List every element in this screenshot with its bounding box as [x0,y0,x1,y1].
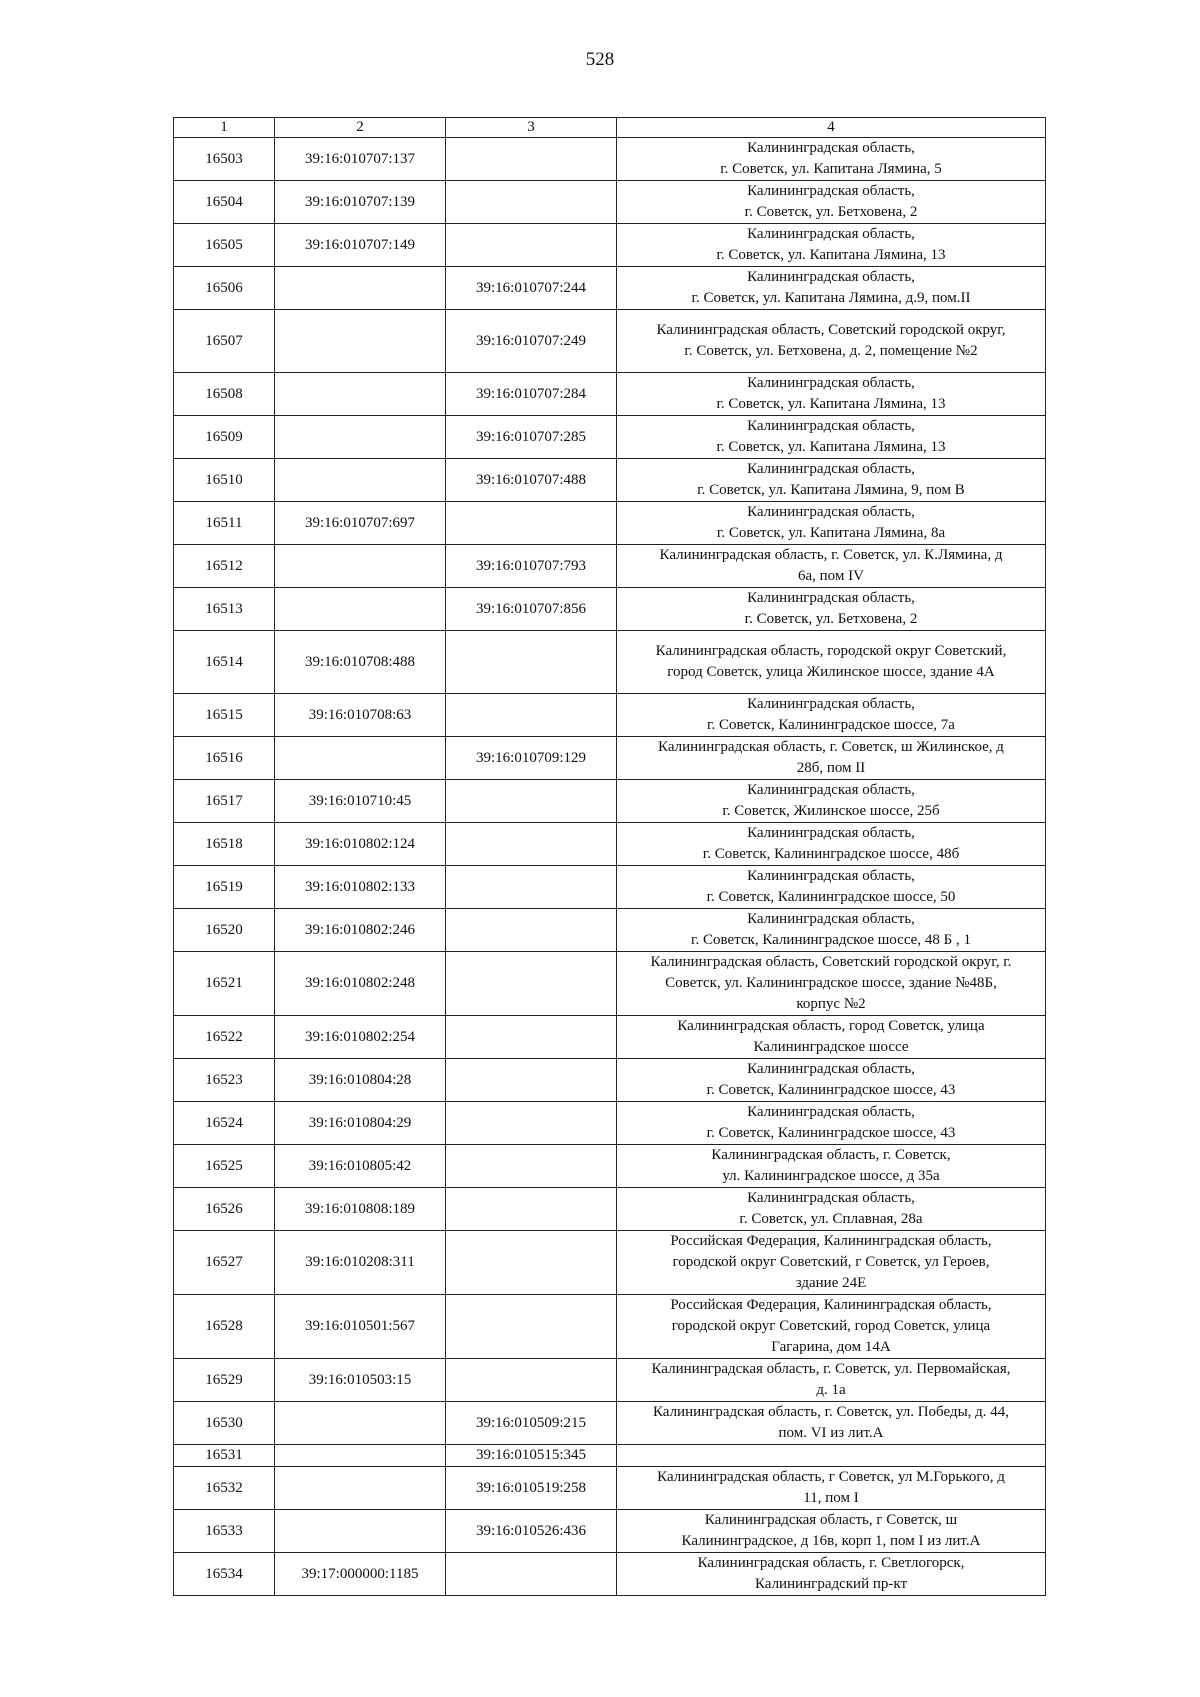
table-row [174,1016,1046,1059]
cadastral-register-table [173,117,1046,1596]
table-row [174,1445,1046,1467]
building-cadastral-number-cell: 39:16:010707:488 [446,459,617,502]
land-cadastral-number-cell: 39:16:010804:28 [275,1059,446,1102]
land-cadastral-number-cell [275,1510,446,1553]
address-cell [617,631,1046,694]
address-line: Калининградская область, г Советск, ул М.Горького, д [657,1469,1005,1485]
row-number-cell: 16524 [174,1102,275,1145]
table-row [174,694,1046,737]
address-cell [617,1188,1046,1231]
address-line: Калининградская область, [747,868,915,884]
address-line: Калининградская область, [747,269,915,285]
building-cadastral-number-cell: 39:16:010709:129 [446,737,617,780]
address-cell [617,1059,1046,1102]
building-cadastral-number-cell [446,866,617,909]
address-cell [617,909,1046,952]
table-row [174,416,1046,459]
table-row [174,502,1046,545]
row-number-cell: 16530 [174,1402,275,1445]
address-cell [617,1445,1046,1467]
table-row [174,1553,1046,1596]
land-cadastral-number-cell: 39:16:010802:246 [275,909,446,952]
address-line: д. 1а [816,1382,846,1398]
table-row [174,224,1046,267]
address-line: Калининградская область, [747,1104,915,1120]
land-cadastral-number-cell [275,1402,446,1445]
address-line: г. Советск, Калининградское шоссе, 43 [706,1125,956,1141]
address-line: Калининградская область, [747,782,915,798]
address-cell [617,138,1046,181]
address-line: г. Советск, ул. Капитана Лямина, 13 [716,247,946,263]
building-cadastral-number-cell [446,909,617,952]
land-cadastral-number-cell [275,459,446,502]
address-line: Калининградская область, [747,461,915,477]
table-row [174,866,1046,909]
row-number-cell: 16526 [174,1188,275,1231]
land-cadastral-number-cell: 39:16:010802:254 [275,1016,446,1059]
table-row [174,1102,1046,1145]
land-cadastral-number-cell: 39:16:010501:567 [275,1295,446,1359]
address-line: Калининградская область, [747,590,915,606]
address-line: Калининградская область, г. Светлогорск, [697,1555,965,1571]
building-cadastral-number-cell [446,823,617,866]
row-number-cell: 16508 [174,373,275,416]
land-cadastral-number-cell [275,416,446,459]
building-cadastral-number-cell: 39:16:010707:284 [446,373,617,416]
row-number-cell: 16513 [174,588,275,631]
building-cadastral-number-cell: 39:16:010707:249 [446,310,617,373]
address-line: Калининградская область, [747,696,915,712]
address-cell [617,416,1046,459]
table-row [174,1188,1046,1231]
address-cell [617,1359,1046,1402]
address-line: Калининградская область, г. Советск, ул. К.Лямина, д [659,547,1003,563]
address-line: г. Советск, ул. Капитана Лямина, 9, пом В [697,482,965,498]
address-line: Калининградская область, [747,1061,915,1077]
row-number-cell: 16507 [174,310,275,373]
table-row [174,588,1046,631]
land-cadastral-number-cell [275,373,446,416]
address-line: г. Советск, Калининградское шоссе, 50 [706,889,956,905]
address-line: Калининградское шоссе [753,1039,909,1055]
address-cell [617,1016,1046,1059]
address-cell [617,952,1046,1016]
table-row [174,310,1046,373]
address-line: г. Советск, ул. Капитана Лямина, 8а [716,525,946,541]
address-line: г. Советск, Калининградское шоссе, 43 [706,1082,956,1098]
address-line: пом. VI из лит.А [778,1425,884,1441]
address-line: Калининградское, д 16в, корп 1, пом I из лит.А [681,1533,981,1549]
land-cadastral-number-cell [275,545,446,588]
address-cell [617,1553,1046,1596]
page-number: 528 [585,49,615,70]
row-number-cell: 16520 [174,909,275,952]
table-row [174,267,1046,310]
address-line: Калининградская область, городской округ Советский, [655,643,1007,659]
land-cadastral-number-cell [275,267,446,310]
row-number-cell: 16516 [174,737,275,780]
land-cadastral-number-cell [275,588,446,631]
row-number-cell: 16533 [174,1510,275,1553]
row-number-cell: 16528 [174,1295,275,1359]
building-cadastral-number-cell: 39:16:010519:258 [446,1467,617,1510]
row-number-cell: 16506 [174,267,275,310]
row-number-cell: 16534 [174,1553,275,1596]
address-line: Калининградская область, г Советск, ш [704,1512,958,1528]
address-line: г. Советск, ул. Капитана Лямина, 13 [716,439,946,455]
address-line: Гагарина, дом 14А [771,1339,891,1355]
address-line: Калининградская область, [747,911,915,927]
address-line: г. Советск, Калининградское шоссе, 7а [707,717,955,733]
land-cadastral-number-cell: 39:16:010804:29 [275,1102,446,1145]
address-cell [617,588,1046,631]
table-row [174,1402,1046,1445]
table-row [174,909,1046,952]
address-cell [617,694,1046,737]
address-line: Калининградская область, [747,226,915,242]
address-cell [617,866,1046,909]
address-line: г. Советск, Калининградское шоссе, 48б [702,846,960,862]
address-cell [617,224,1046,267]
land-cadastral-number-cell: 39:17:000000:1185 [275,1553,446,1596]
address-cell [617,1102,1046,1145]
table-row [174,1510,1046,1553]
building-cadastral-number-cell [446,1145,617,1188]
address-cell [617,1145,1046,1188]
address-line: г. Советск, ул. Сплавная, 28а [739,1211,923,1227]
row-number-cell: 16531 [174,1445,275,1467]
address-line: Калининградская область, [747,140,915,156]
row-number-cell: 16527 [174,1231,275,1295]
table-header-row [174,118,1046,138]
row-number-cell: 16504 [174,181,275,224]
address-line: Калининградская область, г. Советск, ш Жилинское, д [658,739,1004,755]
building-cadastral-number-cell [446,1059,617,1102]
address-cell [617,1231,1046,1295]
table-row [174,373,1046,416]
address-line: Калининградская область, [747,183,915,199]
address-line: Калининградская область, [747,375,915,391]
land-cadastral-number-cell: 39:16:010208:311 [275,1231,446,1295]
address-line: г. Советск, ул. Капитана Лямина, 13 [716,396,946,412]
address-line: 6а, пом IV [798,568,864,584]
row-number-cell: 16512 [174,545,275,588]
address-line: Калининградская область, [747,418,915,434]
table-row [174,1145,1046,1188]
land-cadastral-number-cell [275,737,446,780]
table-row [174,952,1046,1016]
address-line: Калининградская область, город Советск, улица [677,1018,985,1034]
land-cadastral-number-cell: 39:16:010707:149 [275,224,446,267]
building-cadastral-number-cell [446,1102,617,1145]
address-line: г. Советск, Калининградское шоссе, 48 Б , 1 [691,932,971,948]
address-cell [617,373,1046,416]
table-row [174,737,1046,780]
row-number-cell: 16523 [174,1059,275,1102]
building-cadastral-number-cell: 39:16:010515:345 [446,1445,617,1467]
address-line: Российская Федерация, Калининградская область, [670,1297,992,1313]
address-line: город Советск, улица Жилинское шоссе, здание 4А [667,664,995,680]
land-cadastral-number-cell: 39:16:010503:15 [275,1359,446,1402]
building-cadastral-number-cell [446,181,617,224]
building-cadastral-number-cell [446,1188,617,1231]
address-line: городской округ Советский, город Советск, улица [671,1318,991,1334]
table-row [174,181,1046,224]
row-number-cell: 16525 [174,1145,275,1188]
address-cell [617,459,1046,502]
address-line: здание 24Е [795,1275,867,1291]
address-line: Калининградская область, [747,825,915,841]
land-cadastral-number-cell: 39:16:010802:124 [275,823,446,866]
building-cadastral-number-cell [446,1295,617,1359]
land-cadastral-number-cell: 39:16:010707:137 [275,138,446,181]
address-line: г. Советск, Жилинское шоссе, 25б [722,803,940,819]
land-cadastral-number-cell: 39:16:010707:697 [275,502,446,545]
row-number-cell: 16518 [174,823,275,866]
land-cadastral-number-cell: 39:16:010805:42 [275,1145,446,1188]
address-cell [617,780,1046,823]
address-cell [617,1295,1046,1359]
address-line: Калининградский пр-кт [754,1576,908,1592]
row-number-cell: 16522 [174,1016,275,1059]
table-row [174,1059,1046,1102]
row-number-cell: 16521 [174,952,275,1016]
building-cadastral-number-cell: 39:16:010707:285 [446,416,617,459]
land-cadastral-number-cell: 39:16:010802:248 [275,952,446,1016]
building-cadastral-number-cell: 39:16:010707:856 [446,588,617,631]
table-row [174,1359,1046,1402]
address-line: Калининградская область, г. Советск, [711,1147,951,1163]
address-cell [617,310,1046,373]
table-row [174,1231,1046,1295]
address-line: Советск, ул. Калининградское шоссе, здание №48Б, [665,975,997,991]
address-cell [617,181,1046,224]
row-number-cell: 16517 [174,780,275,823]
header-col-3: 3 [446,118,617,138]
row-number-cell: 16529 [174,1359,275,1402]
land-cadastral-number-cell: 39:16:010708:488 [275,631,446,694]
address-line: г. Советск, ул. Бетховена, 2 [744,204,918,220]
row-number-cell: 16511 [174,502,275,545]
building-cadastral-number-cell [446,631,617,694]
building-cadastral-number-cell: 39:16:010526:436 [446,1510,617,1553]
table-row [174,459,1046,502]
address-line: Калининградская область, г. Советск, ул. Победы, д. 44, [652,1404,1010,1420]
row-number-cell: 16532 [174,1467,275,1510]
row-number-cell: 16503 [174,138,275,181]
land-cadastral-number-cell [275,1467,446,1510]
address-line: Калининградская область, [747,504,915,520]
building-cadastral-number-cell: 39:16:010707:244 [446,267,617,310]
address-cell [617,502,1046,545]
building-cadastral-number-cell [446,502,617,545]
header-col-4: 4 [617,118,1046,138]
table-row [174,780,1046,823]
land-cadastral-number-cell: 39:16:010707:139 [275,181,446,224]
address-line: 28б, пом II [796,760,866,776]
table-row [174,823,1046,866]
row-number-cell: 16510 [174,459,275,502]
land-cadastral-number-cell [275,310,446,373]
building-cadastral-number-cell [446,952,617,1016]
address-line: г. Советск, ул. Бетховена, 2 [744,611,918,627]
address-line: Калининградская область, Советский городской округ, [656,322,1006,338]
table-row [174,545,1046,588]
address-line: городской округ Советский, г Советск, ул Героев, [672,1254,990,1270]
land-cadastral-number-cell: 39:16:010808:189 [275,1188,446,1231]
address-line: г. Советск, ул. Капитана Лямина, д.9, пом.II [691,290,971,306]
address-line: Калининградская область, г. Советск, ул. Первомайская, [651,1361,1011,1377]
table-row [174,631,1046,694]
address-line: Российская Федерация, Калининградская область, [670,1233,992,1249]
address-line: корпус №2 [796,996,866,1012]
land-cadastral-number-cell [275,1445,446,1467]
table-row [174,1295,1046,1359]
address-line: ул. Калининградское шоссе, д 35а [722,1168,940,1184]
header-col-1: 1 [174,118,275,138]
address-cell [617,823,1046,866]
building-cadastral-number-cell [446,224,617,267]
building-cadastral-number-cell [446,694,617,737]
row-number-cell: 16515 [174,694,275,737]
building-cadastral-number-cell [446,780,617,823]
land-cadastral-number-cell: 39:16:010708:63 [275,694,446,737]
address-line: 11, пом I [803,1490,859,1506]
address-line: г. Советск, ул. Капитана Лямина, 5 [720,161,942,177]
address-line: г. Советск, ул. Бетховена, д. 2, помещение №2 [684,343,978,359]
address-cell [617,737,1046,780]
address-cell [617,267,1046,310]
address-cell [617,545,1046,588]
table-row [174,138,1046,181]
address-line: Калининградская область, Советский городской округ, г. [650,954,1012,970]
address-line: Калининградская область, [747,1190,915,1206]
building-cadastral-number-cell [446,1553,617,1596]
building-cadastral-number-cell: 39:16:010707:793 [446,545,617,588]
row-number-cell: 16505 [174,224,275,267]
building-cadastral-number-cell [446,1016,617,1059]
building-cadastral-number-cell [446,1231,617,1295]
row-number-cell: 16509 [174,416,275,459]
address-cell [617,1402,1046,1445]
address-cell [617,1467,1046,1510]
building-cadastral-number-cell: 39:16:010509:215 [446,1402,617,1445]
land-cadastral-number-cell: 39:16:010802:133 [275,866,446,909]
row-number-cell: 16514 [174,631,275,694]
table-row [174,1467,1046,1510]
land-cadastral-number-cell: 39:16:010710:45 [275,780,446,823]
address-cell [617,1510,1046,1553]
building-cadastral-number-cell [446,1359,617,1402]
header-col-2: 2 [275,118,446,138]
row-number-cell: 16519 [174,866,275,909]
building-cadastral-number-cell [446,138,617,181]
